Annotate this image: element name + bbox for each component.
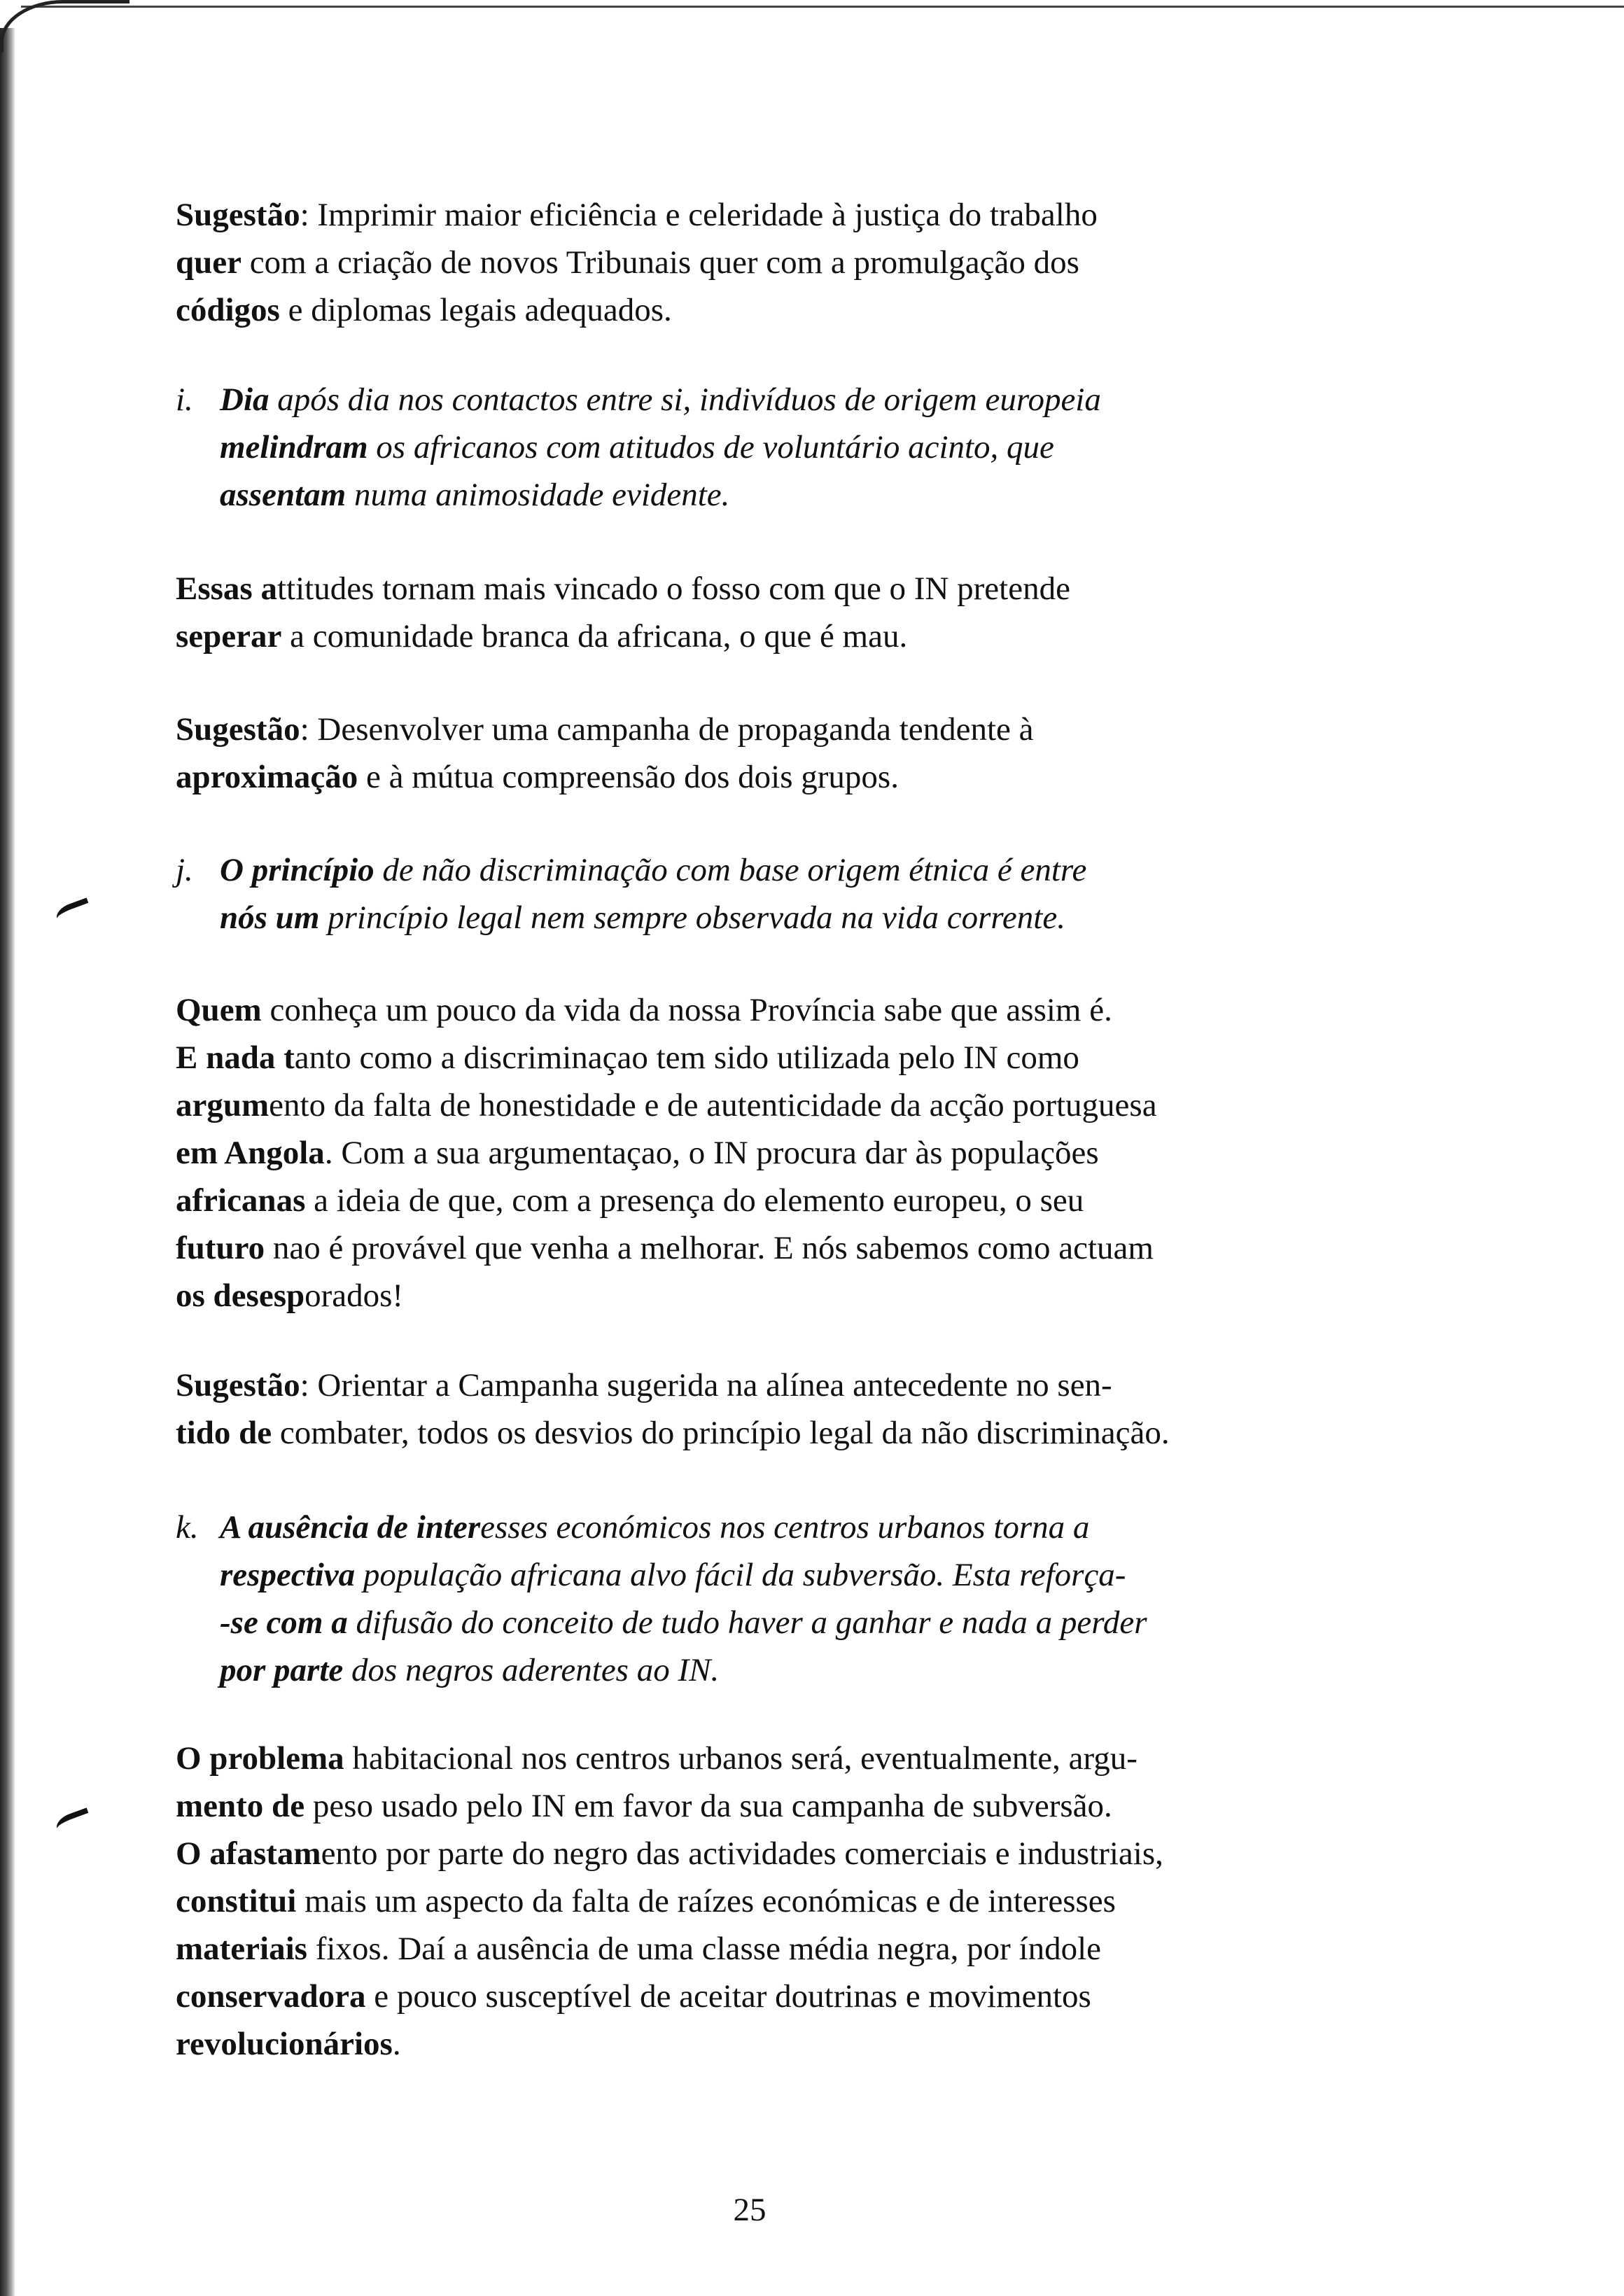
text-line [220,424,1101,471]
text-line [176,1129,1157,1177]
line-text: conheça um pouco da vida da nossa Província sabe que assim é. [261,992,1112,1028]
text-line [176,286,1098,334]
margin-mark [54,1807,94,1837]
text-line [220,1599,1147,1646]
bold-lead: O afastam [176,1835,321,1872]
text-line [220,846,1086,894]
line-text: orados! [304,1278,404,1314]
list-item-j [176,846,1087,941]
line-text: ento por parte do negro das actividades comerciais e industriais, [321,1835,1163,1872]
text-line [176,1362,1170,1409]
margin-mark [54,897,94,927]
line-text: difusão do conceito de tudo haver a ganhar e nada a perder [347,1604,1147,1641]
text-line [176,1034,1157,1082]
bold-lead: em Angola [176,1135,325,1171]
line-text: de não discriminação com base origem étnica é entre [374,852,1087,888]
text-line [176,1973,1163,2020]
text-line [176,191,1098,239]
bold-lead: Quem [176,992,262,1028]
bold-lead: nós um [220,899,320,936]
bold-lead: O princípio [220,852,374,888]
bold-lead: Sugestão [176,197,300,233]
line-text: ttitudes tornam mais vincado o fosso com que o IN pretende [276,570,1070,607]
line-text: peso usado pelo IN em favor da sua campanha de subversão. [304,1788,1112,1824]
line-text: . [392,2026,401,2062]
bold-lead: -se com a [220,1604,348,1641]
text-line [176,565,1070,612]
text-line [176,1925,1163,1973]
bold-lead: códigos [176,292,280,328]
bold-lead: argum [176,1087,270,1124]
line-text: numa animosidade evidente. [346,477,730,513]
paragraph [176,565,1070,660]
list-label: i. [176,382,193,418]
line-text: a ideia de que, com a presença do elemento europeu, o seu [305,1182,1084,1219]
text-line [176,706,1034,753]
list-item-k [176,1504,1147,1694]
text-line [176,239,1098,286]
line-text: e à mútua compreensão dos dois grupos. [358,759,899,795]
bold-lead: por parte [220,1652,344,1688]
bold-lead: seperar [176,618,282,654]
line-text: fixos. Daí a ausência de uma classe média negra, por índole [307,1931,1102,1967]
bold-lead: melindram [220,429,368,465]
line-text: dos negros aderentes ao IN. [343,1652,720,1688]
line-text: : Orientar a Campanha sugerida na alínea antecedente no sen- [300,1367,1112,1404]
text-line [220,894,1086,941]
paragraph [176,986,1157,1320]
text-line [176,1082,1157,1129]
bold-lead: constitui [176,1883,297,1919]
page-number: 25 [733,2192,766,2228]
bold-lead: tido de [176,1415,272,1451]
list-label: k. [176,1509,199,1546]
line-text: habitacional nos centros urbanos será, eventualmente, argu- [344,1740,1138,1777]
bold-lead: os desesp [176,1278,305,1314]
line-text: a comunidade branca da africana, o que é mau. [281,618,908,654]
line-text: com a criação de novos Tribunais quer com a promulgação dos [241,244,1079,281]
bold-lead: Essas a [176,570,277,607]
bold-lead: O problema [176,1740,344,1777]
bold-lead: aproximação [176,759,358,795]
paragraph [176,1735,1163,2068]
text-line [176,753,1034,801]
paragraph [176,191,1098,334]
text-line [176,2020,1163,2068]
text-line [176,612,1070,660]
text-line [220,471,1101,519]
scan-edge-shadow [0,28,15,2296]
line-text: princípio legal nem sempre observada na vida corrente. [319,899,1065,936]
text-line [176,1177,1157,1224]
text-line [176,1830,1163,1877]
text-line [176,1409,1170,1457]
text-line [176,1782,1163,1830]
paragraph [176,1362,1170,1457]
line-text: nao é provável que venha a melhorar. E nós sabemos como actuam [265,1230,1154,1266]
text-line [220,1551,1147,1599]
paragraph [176,706,1034,801]
line-text: mais um aspecto da falta de raízes económicas e de interesses [296,1883,1116,1919]
bold-lead: futuro [176,1230,265,1266]
line-text: combater, todos os desvios do princípio legal da não discriminação. [272,1415,1170,1451]
text-line [176,1272,1157,1320]
text-line [220,1646,1147,1694]
text-line [176,986,1157,1034]
scan-top-line [21,6,1624,8]
text-line [176,1877,1163,1925]
bold-lead: africanas [176,1182,306,1219]
text-line [220,1504,1147,1551]
bold-lead: E nada t [176,1040,295,1076]
list-label: j. [176,852,193,888]
text-line [220,376,1101,424]
list-item-i [176,376,1101,519]
line-text: os africanos com atitudos de voluntário acinto, que [368,429,1054,465]
line-text: população africana alvo fácil da subversão. Esta reforça- [355,1557,1126,1593]
line-text: ento da falta de honestidade e de autenticidade da acção portuguesa [269,1087,1157,1124]
line-text: : Desenvolver uma campanha de propaganda tendente à [300,711,1034,748]
bold-lead: conservadora [176,1978,366,2015]
line-text: esses económicos nos centros urbanos torna a [480,1509,1090,1546]
bold-lead: materiais [176,1931,307,1967]
bold-lead: assentam [220,477,346,513]
line-text: : Imprimir maior eficiência e celeridade à justiça do trabalho [300,197,1098,233]
text-line [176,1224,1157,1272]
bold-lead: A ausência de inter [220,1509,481,1546]
line-text: após dia nos contactos entre si, indivíduos de origem europeia [269,382,1101,418]
bold-lead: Dia [220,382,270,418]
scan-corner-mark [0,0,130,52]
text-line [176,1735,1163,1782]
bold-lead: Sugestão [176,711,300,748]
line-text: e diplomas legais adequados. [279,292,672,328]
bold-lead: mento de [176,1788,305,1824]
bold-lead: quer [176,244,241,281]
line-text: . Com a sua argumentaçao, o IN procura dar às populações [324,1135,1099,1171]
bold-lead: revolucionários [176,2026,393,2062]
line-text: anto como a discriminaçao tem sido utilizada pelo IN como [294,1040,1079,1076]
bold-lead: Sugestão [176,1367,300,1404]
bold-lead: respectiva [220,1557,356,1593]
line-text: e pouco susceptível de aceitar doutrinas e movimentos [365,1978,1091,2015]
